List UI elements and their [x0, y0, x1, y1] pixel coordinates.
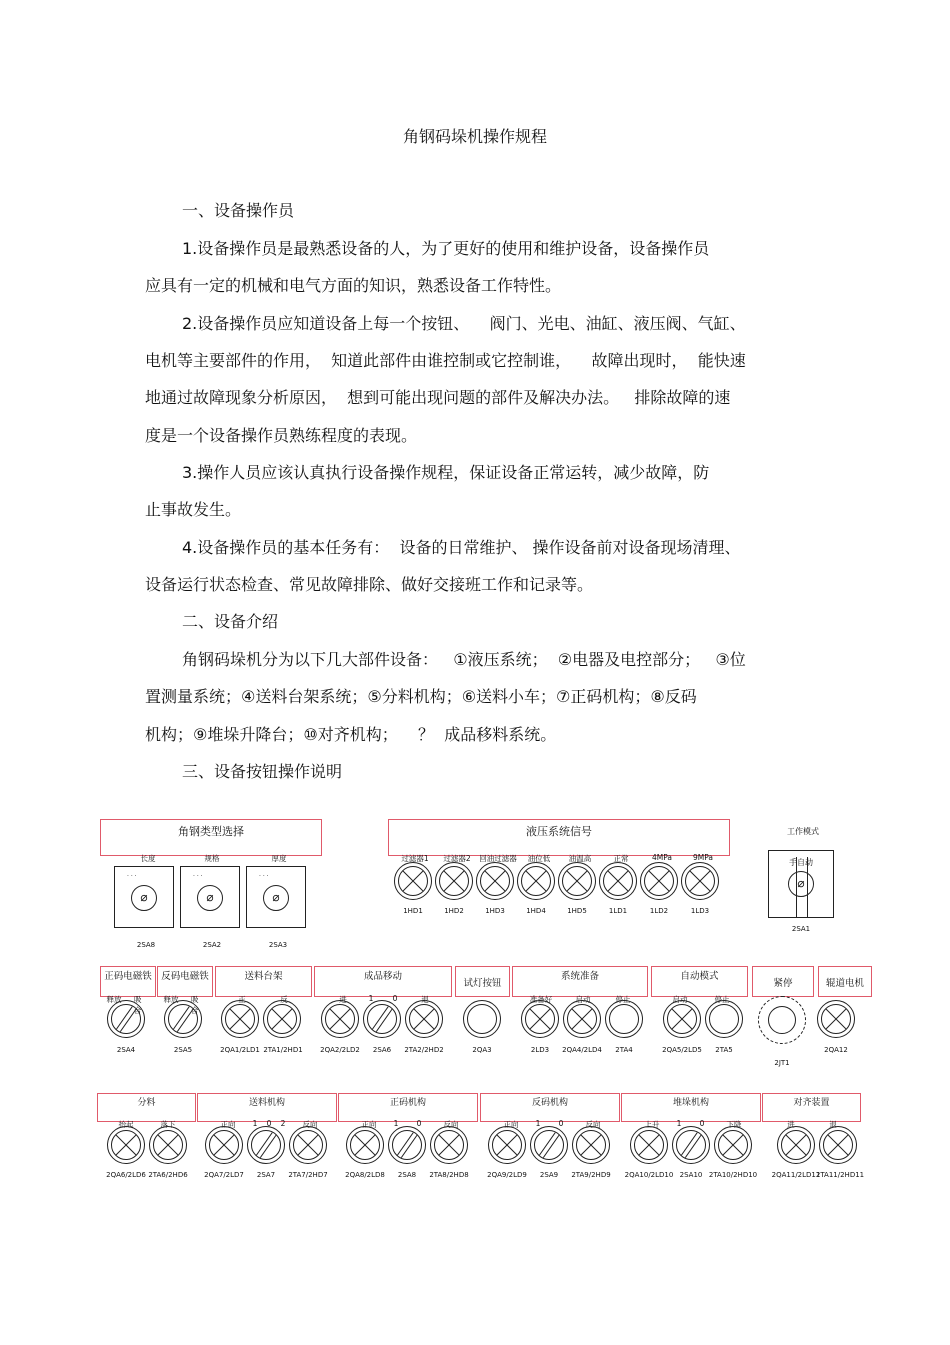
mode-selector-knob[interactable] — [768, 850, 834, 918]
push-button[interactable] — [817, 1000, 855, 1038]
sub-label: 过滤器2 — [443, 854, 471, 863]
sub-label: 进 — [339, 995, 347, 1004]
group-title: 自动模式 — [680, 971, 719, 982]
lamp-caption: 1HD2 — [444, 907, 464, 915]
sub-label: 正向 — [220, 1120, 236, 1129]
btn-caption: 2SA8 — [397, 1171, 417, 1179]
btn-caption: 2TA6/2HD6 — [148, 1171, 188, 1179]
sub-label: 规格 — [204, 854, 220, 863]
sub-label: 0 — [392, 994, 398, 1003]
btn-caption: 2SA7 — [256, 1171, 276, 1179]
sub-label: 释放 — [163, 995, 179, 1004]
indicator-lamp — [681, 862, 719, 900]
group-box — [480, 1093, 620, 1129]
push-button[interactable] — [630, 1126, 668, 1164]
group-box — [100, 966, 156, 1015]
sub-label: 0 — [699, 1119, 705, 1128]
knob-caption: 2SA2 — [202, 941, 222, 949]
group-box — [512, 966, 648, 1004]
paragraph-line: 地通过故障现象分析原因， 想到可能出现问题的部件及解决办法。 排除故障的速 — [145, 388, 731, 407]
sub-label: 下降 — [726, 1120, 742, 1129]
push-button[interactable] — [777, 1126, 815, 1164]
sub-label: 4MPa — [651, 853, 673, 862]
sub-label: 1 — [535, 1119, 541, 1128]
sub-label: 退 — [421, 995, 429, 1004]
btn-caption: 2SA6 — [372, 1046, 392, 1054]
sub-label: 上升 — [644, 1120, 660, 1129]
selector-switch[interactable] — [388, 1126, 426, 1164]
sub-label: 吸合 — [191, 995, 199, 1015]
sub-label: 正 — [238, 995, 246, 1004]
btn-caption: 2QA7/2LD7 — [204, 1171, 244, 1179]
sub-label: 2 — [280, 1119, 286, 1128]
sub-label: 停止 — [714, 995, 730, 1004]
btn-caption: 2QA9/2LD9 — [487, 1171, 527, 1179]
push-button[interactable] — [107, 1126, 145, 1164]
sub-label: 反向 — [585, 1120, 601, 1129]
push-button[interactable] — [405, 1000, 443, 1038]
push-button[interactable] — [605, 1000, 643, 1038]
sub-label: 进 — [787, 1120, 795, 1129]
sub-label: 1 — [368, 994, 374, 1003]
indicator-lamp — [640, 862, 678, 900]
sub-label: 9MPa — [692, 853, 714, 862]
push-button[interactable] — [149, 1126, 187, 1164]
indicator-lamp — [517, 862, 555, 900]
push-button[interactable] — [714, 1126, 752, 1164]
push-button[interactable] — [205, 1126, 243, 1164]
group-title: 反码机构 — [531, 1098, 568, 1108]
sub-label: 回油过滤器 — [479, 854, 517, 863]
group-box — [455, 966, 510, 997]
btn-caption: 2TA10/2HD10 — [708, 1171, 758, 1179]
sub-label: 长度 — [140, 854, 156, 863]
sub-label: 1 — [252, 1119, 258, 1128]
group-title: 正码电磁铁 — [104, 971, 152, 982]
group-title: 辊道电机 — [825, 978, 864, 989]
angle-type-box — [100, 819, 322, 863]
group-box — [157, 966, 213, 1015]
push-button[interactable] — [321, 1000, 359, 1038]
btn-caption: 2TA9/2HD9 — [571, 1171, 611, 1179]
sub-label: 1 — [676, 1119, 682, 1128]
indicator-lamp — [521, 1000, 559, 1038]
group-box — [818, 966, 872, 997]
group-box — [215, 966, 312, 1004]
paragraph-line: 1.设备操作员是最熟悉设备的人，为了更好的使用和维护设备，设备操作员 — [182, 239, 710, 258]
group-title: 分料 — [137, 1098, 156, 1108]
sub-label: 油温高 — [568, 854, 592, 863]
sub-label: 释放 — [106, 995, 122, 1004]
sub-label: 反 — [280, 995, 288, 1004]
indicator-lamp — [394, 862, 432, 900]
push-button[interactable] — [488, 1126, 526, 1164]
btn-caption: 2TA5 — [715, 1046, 733, 1054]
sub-label: 正常 — [613, 854, 629, 863]
btn-caption: 2QA3 — [472, 1046, 492, 1054]
mode-caption: 2SA1 — [791, 925, 811, 933]
selector-switch[interactable] — [672, 1126, 710, 1164]
selector-switch[interactable] — [107, 1000, 145, 1038]
emergency-stop-button[interactable] — [758, 996, 806, 1044]
sub-label: 厚度 — [271, 854, 287, 863]
sub-label: 反向 — [302, 1120, 318, 1129]
paragraph-line: 电机等主要部件的作用， 知道此部件由谁控制或它控制谁， 故障出现时， 能快速 — [145, 351, 746, 370]
knob-caption: 2SA3 — [268, 941, 288, 949]
sub-label: 退 — [829, 1120, 837, 1129]
sub-label: 正向 — [503, 1120, 519, 1129]
btn-caption: 2JT1 — [774, 1059, 790, 1067]
push-button[interactable] — [563, 1000, 601, 1038]
group-title: 送料机构 — [248, 1098, 285, 1108]
btn-caption: 2TA1/2HD1 — [263, 1046, 303, 1054]
btn-caption: 2QA2/2LD2 — [320, 1046, 360, 1054]
sub-label: 油位低 — [527, 854, 551, 863]
sub-label: 吸合 — [134, 995, 142, 1015]
section-heading: 三、设备按钮操作说明 — [182, 762, 343, 781]
sub-label: 正向 — [361, 1120, 377, 1129]
btn-caption: 2TA7/2HD7 — [288, 1171, 328, 1179]
group-box — [762, 1093, 861, 1129]
push-button[interactable] — [346, 1126, 384, 1164]
group-box — [752, 966, 814, 997]
indicator-lamp — [599, 862, 637, 900]
push-button[interactable] — [663, 1000, 701, 1038]
paragraph-line: 2.设备操作员应知道设备上每一个按钮、 阀门、光电、油缸、液压阀、气缸、 — [182, 314, 746, 333]
push-button[interactable] — [819, 1126, 857, 1164]
group-box — [197, 1093, 337, 1129]
lamp-caption: 1LD3 — [690, 907, 710, 915]
lamp-caption: 1HD1 — [403, 907, 423, 915]
group-title: 正码机构 — [389, 1098, 426, 1108]
sub-label: 落下 — [160, 1120, 176, 1129]
selector-switch[interactable] — [164, 1000, 202, 1038]
sub-label: 0 — [266, 1119, 272, 1128]
lamp-caption: 1HD3 — [485, 907, 505, 915]
group-title: 反码电磁铁 — [161, 971, 209, 982]
paragraph-line: 度是一个设备操作员熟练程度的表现。 — [145, 426, 418, 445]
group-box — [621, 1093, 761, 1129]
mode-knob-label: 手自动 — [789, 858, 813, 867]
selector-knob[interactable]: ⌀ · · · — [180, 866, 240, 928]
group-box — [314, 966, 452, 1004]
btn-caption: 2QA8/2LD8 — [345, 1171, 385, 1179]
push-button[interactable] — [430, 1126, 468, 1164]
btn-caption: 2SA9 — [539, 1171, 559, 1179]
sub-label: 停止 — [615, 995, 631, 1004]
selector-switch[interactable] — [530, 1126, 568, 1164]
lamp-caption: 1LD2 — [649, 907, 669, 915]
mode-title: 工作模式 — [787, 827, 819, 836]
lamp-caption: 1HD5 — [567, 907, 587, 915]
section-heading: 一、设备操作员 — [182, 201, 295, 220]
group-title: 紧停 — [773, 978, 793, 989]
btn-caption: 2LD3 — [530, 1046, 550, 1054]
btn-caption: 2QA4/2LD4 — [562, 1046, 602, 1054]
hydraulic-title: 液压系统信号 — [526, 825, 592, 838]
selector-knob[interactable]: ⌀ · · · — [114, 866, 174, 928]
group-box — [338, 1093, 478, 1129]
selector-knob[interactable]: ⌀ · · · — [246, 866, 306, 928]
btn-caption: 2TA2/2HD2 — [404, 1046, 444, 1054]
paragraph-line: 置测量系统；④送料台架系统；⑤分料机构；⑥送料小车；⑦正码机构；⑧反码 — [145, 687, 697, 706]
angle-type-title: 角钢类型选择 — [178, 825, 244, 838]
selector-switch[interactable] — [247, 1126, 285, 1164]
paragraph-line: 机构；⑨堆垛升降台；⑩对齐机构； ？ 成品移料系统。 — [145, 725, 557, 744]
group-box — [651, 966, 748, 1004]
btn-caption: 2QA11/2LD11 — [771, 1171, 821, 1179]
group-box — [97, 1093, 196, 1129]
group-title: 堆垛机构 — [672, 1098, 709, 1108]
knob-caption: 2SA8 — [136, 941, 156, 949]
btn-caption: 2QA10/2LD10 — [624, 1171, 674, 1179]
btn-caption: 2QA5/2LD5 — [662, 1046, 702, 1054]
paragraph-line: 4.设备操作员的基本任务有： 设备的日常维护、 操作设备前对设备现场清理、 — [182, 538, 741, 557]
push-button[interactable] — [263, 1000, 301, 1038]
indicator-lamp — [435, 862, 473, 900]
sub-label: 准备好 — [529, 995, 553, 1004]
btn-caption: 2SA10 — [679, 1171, 703, 1179]
paragraph-line: 止事故发生。 — [145, 500, 242, 519]
section-heading: 二、设备介绍 — [182, 612, 279, 631]
btn-caption: 2QA6/2LD6 — [106, 1171, 146, 1179]
push-button[interactable] — [289, 1126, 327, 1164]
group-title: 试灯按钮 — [463, 978, 502, 989]
sub-label: 启动 — [575, 995, 591, 1004]
group-title: 系统准备 — [560, 971, 599, 982]
doc-title: 角钢码垛机操作规程 — [402, 127, 547, 146]
paragraph-line: 角钢码垛机分为以下几大部件设备： ①液压系统； ②电器及电控部分； ③位 — [182, 650, 746, 669]
group-title: 成品移动 — [363, 971, 402, 982]
lamp-caption: 1LD1 — [608, 907, 628, 915]
sub-label: 1 — [393, 1119, 399, 1128]
sub-label: 反向 — [443, 1120, 459, 1129]
sub-label: 0 — [558, 1119, 564, 1128]
push-button[interactable] — [572, 1126, 610, 1164]
lamp-caption: 1HD4 — [526, 907, 546, 915]
btn-caption: 2TA8/2HD8 — [429, 1171, 469, 1179]
btn-caption: 2TA11/2HD11 — [815, 1171, 865, 1179]
indicator-lamp — [558, 862, 596, 900]
paragraph-line: 设备运行状态检查、常见故障排除、做好交接班工作和记录等。 — [145, 575, 594, 594]
sub-label: 0 — [416, 1119, 422, 1128]
lamp-test-button[interactable] — [463, 1000, 501, 1038]
group-title: 对齐装置 — [793, 1098, 830, 1108]
btn-caption: 2QA1/2LD1 — [220, 1046, 260, 1054]
sub-label: 抬起 — [118, 1120, 134, 1129]
paragraph-line: 应具有一定的机械和电气方面的知识，熟悉设备工作特性。 — [145, 276, 562, 295]
btn-caption: 2SA4 — [116, 1046, 136, 1054]
btn-caption: 2TA4 — [615, 1046, 633, 1054]
btn-caption: 2SA5 — [173, 1046, 193, 1054]
paragraph-line: 3.操作人员应该认真执行设备操作规程，保证设备正常运转，减少故障，防 — [182, 463, 710, 482]
group-title: 送料台架 — [244, 971, 283, 982]
push-button[interactable] — [221, 1000, 259, 1038]
hydraulic-box — [388, 819, 730, 863]
indicator-lamp — [476, 862, 514, 900]
sub-label: 过滤器1 — [401, 854, 429, 863]
selector-switch[interactable] — [363, 1000, 401, 1038]
btn-caption: 2QA12 — [824, 1046, 848, 1054]
sub-label: 启动 — [672, 995, 688, 1004]
push-button[interactable] — [705, 1000, 743, 1038]
